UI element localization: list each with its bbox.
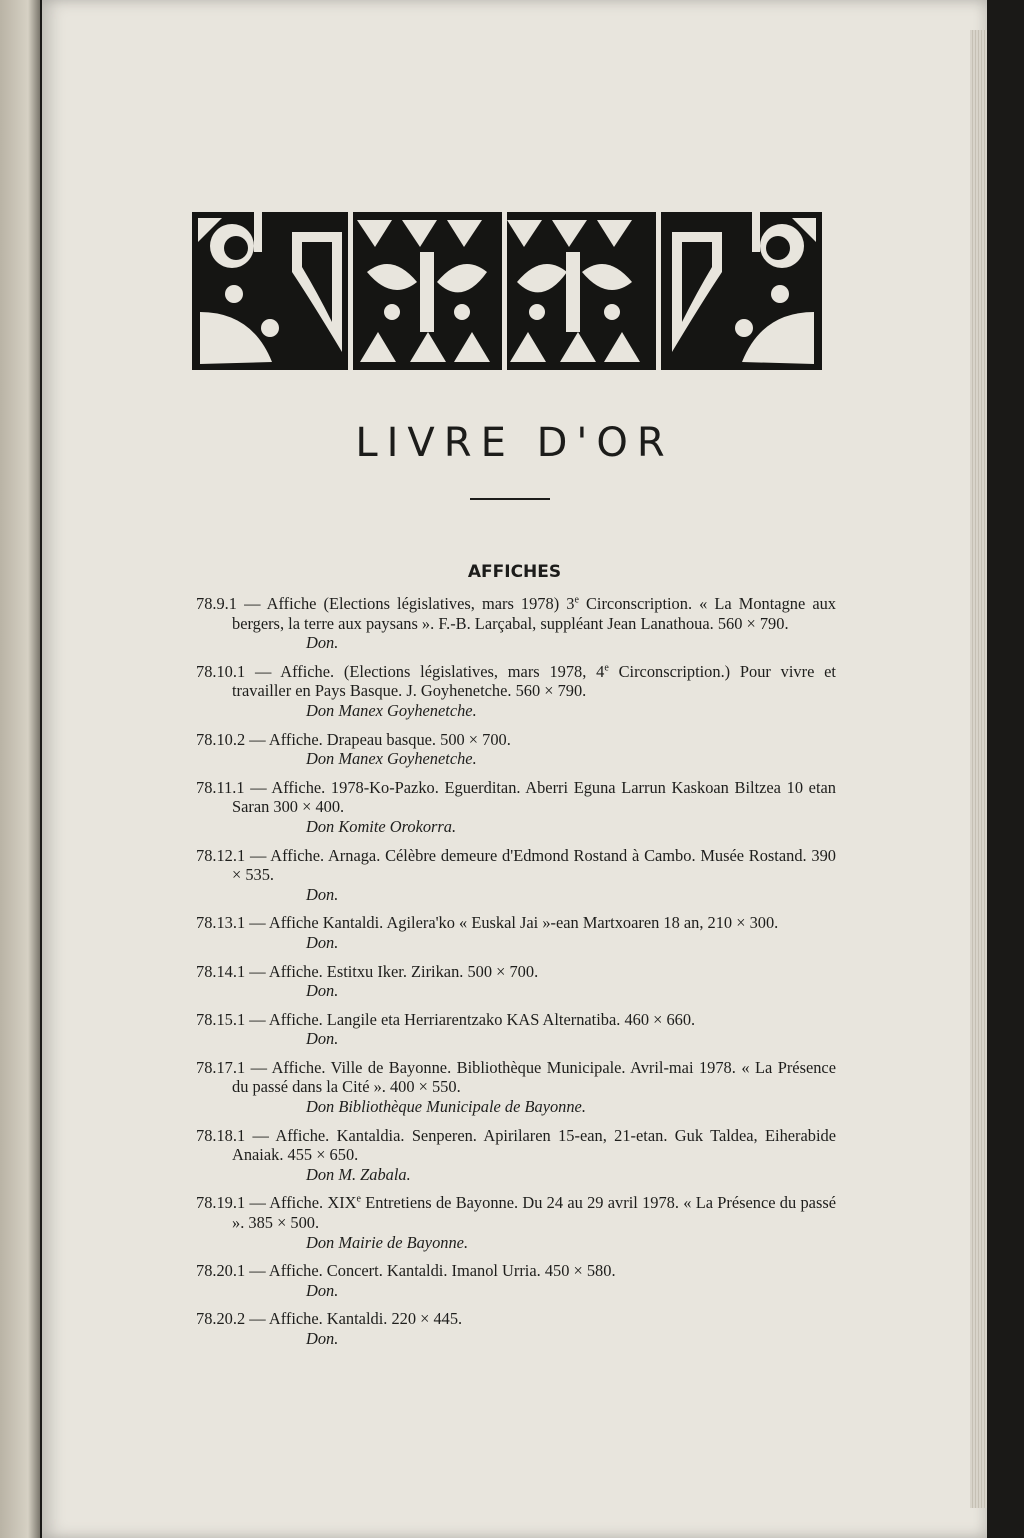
entry-number: 78.17.1 xyxy=(196,1057,246,1077)
entry-description xyxy=(232,846,836,885)
entry-donor: Don Bibliothèque Municipale de Bayonne. xyxy=(306,1097,586,1117)
entry-superscript: e xyxy=(356,1193,361,1205)
entry-donor: Don Manex Goyhenetche. xyxy=(306,700,477,720)
catalogue-entry xyxy=(196,913,836,952)
catalogue-entry xyxy=(196,1126,836,1185)
entry-donor: Don. xyxy=(306,633,339,653)
entry-text: Affiche (Elections législatives, mars 1978) 3 xyxy=(266,594,575,613)
entry-number: 78.19.1 xyxy=(196,1193,246,1213)
entry-description xyxy=(269,1010,695,1029)
entry-number: 78.10.2 xyxy=(196,729,246,749)
entry-text: Affiche. Drapeau basque. 500 × 700. xyxy=(268,729,511,749)
catalogue-entry xyxy=(196,1010,836,1049)
entry-separator: — xyxy=(245,1057,272,1077)
entry-separator: — xyxy=(245,661,281,681)
catalogue-entry xyxy=(196,594,836,653)
entry-separator: — xyxy=(245,1125,276,1145)
entry-number: 78.18.1 xyxy=(196,1125,246,1145)
catalogue-entry xyxy=(196,962,836,1001)
entry-description xyxy=(232,594,836,633)
entry-separator: — xyxy=(245,913,269,933)
entry-text-continued: Circonscription. « La Montagne aux bergers, la terre aux paysans ». F.-B. Larçabal, suppléant Jean Lanathoua. 560 × 790. xyxy=(232,594,836,633)
entry-donor: Don M. Zabala. xyxy=(306,1164,411,1184)
entry-text: Affiche. Kantaldi. 220 × 445. xyxy=(268,1309,463,1329)
title-divider xyxy=(470,498,550,500)
catalogue-entry xyxy=(196,730,836,769)
entry-number: 78.15.1 xyxy=(196,1009,246,1029)
entry-separator: — xyxy=(236,594,267,613)
page-stack-edge xyxy=(970,30,987,1508)
entry-description xyxy=(232,1126,836,1165)
entry-number: 78.12.1 xyxy=(196,845,246,865)
entry-description xyxy=(269,1309,462,1328)
entry-description xyxy=(269,1261,616,1280)
catalogue-entry xyxy=(196,846,836,905)
entry-donor: Don. xyxy=(306,1280,339,1300)
entry-text-continued: Circonscription.) Pour vivre et travailler en Pays Basque. J. Goyhenetche. 560 × 790. xyxy=(232,661,836,701)
entry-donor: Don. xyxy=(306,1029,339,1049)
entry-text: Affiche. 1978-Ko-Pazko. Eguerditan. Aberri Eguna Larrun Kaskoan Biltzea 10 etan Saran 300 × 400. xyxy=(232,777,836,817)
entry-separator: — xyxy=(245,1193,270,1213)
section-heading: AFFICHES xyxy=(467,562,562,582)
ornamental-frieze-icon xyxy=(192,212,822,370)
facing-page-edge xyxy=(0,0,40,1538)
entry-list xyxy=(196,594,836,1358)
entry-number: 78.10.1 xyxy=(196,661,246,681)
entry-text: Affiche. (Elections législatives, mars 1978, 4 xyxy=(280,661,605,681)
entry-description xyxy=(232,778,836,817)
entry-donor: Don Manex Goyhenetche. xyxy=(306,749,477,769)
entry-description xyxy=(232,662,836,701)
catalogue-entry xyxy=(196,662,836,721)
catalogue-entry xyxy=(196,1193,836,1252)
entry-number: 78.9.1 xyxy=(196,594,237,613)
entry-text: Affiche. XIX xyxy=(269,1193,357,1213)
entry-description xyxy=(232,1193,836,1232)
entry-number: 78.20.1 xyxy=(196,1261,246,1281)
entry-description xyxy=(269,962,538,981)
catalogue-entry xyxy=(196,778,836,837)
entry-donor: Don Mairie de Bayonne. xyxy=(306,1232,469,1252)
entry-text: Affiche. Kantaldia. Senperen. Apirilaren 15-ean, 21-etan. Guk Taldea, Eiherabide Anaiak. 455 × 650. xyxy=(232,1125,836,1165)
entry-superscript: e xyxy=(604,662,609,674)
entry-separator: — xyxy=(245,1009,269,1029)
catalogue-entry xyxy=(196,1058,836,1117)
entry-separator: — xyxy=(244,777,272,797)
catalogue-entry xyxy=(196,1309,836,1348)
entry-separator: — xyxy=(245,1309,269,1329)
entry-separator: — xyxy=(245,845,271,865)
entry-separator: — xyxy=(245,961,269,981)
entry-description xyxy=(232,1058,836,1097)
entry-text: Affiche. Estitxu Iker. Zirikan. 500 × 700. xyxy=(268,961,539,981)
entry-description xyxy=(269,730,511,749)
entry-separator: — xyxy=(245,729,269,749)
entry-donor: Don. xyxy=(306,981,339,1001)
entry-number: 78.13.1 xyxy=(196,913,246,933)
catalogue-entry xyxy=(196,1261,836,1300)
page-title: LIVRE D'OR xyxy=(355,420,674,466)
entry-donor: Don. xyxy=(306,884,339,904)
entry-text: Affiche. Ville de Bayonne. Bibliothèque Municipale. Avril-mai 1978. « La Présence du passé dans la Cité ». 400 × 550. xyxy=(232,1057,836,1097)
entry-description xyxy=(269,913,778,932)
entry-text: Affiche Kantaldi. Agilera'ko « Euskal Jai »-ean Martxoaren 18 an, 210 × 300. xyxy=(268,913,779,933)
entry-number: 78.11.1 xyxy=(196,777,245,797)
entry-text: Affiche. Concert. Kantaldi. Imanol Urria. 450 × 580. xyxy=(268,1261,616,1281)
entry-text: Affiche. Arnaga. Célèbre demeure d'Edmond Rostand à Cambo. Musée Rostand. 390 × 535. xyxy=(232,845,836,885)
entry-text: Affiche. Langile eta Herriarentzako KAS Alternatiba. 460 × 660. xyxy=(268,1009,696,1029)
entry-donor: Don Komite Orokorra. xyxy=(306,816,457,836)
entry-donor: Don. xyxy=(306,932,339,952)
entry-number: 78.20.2 xyxy=(196,1309,246,1329)
entry-separator: — xyxy=(245,1261,269,1281)
entry-donor: Don. xyxy=(306,1329,339,1348)
entry-number: 78.14.1 xyxy=(196,961,246,981)
entry-superscript: e xyxy=(574,594,579,606)
entry-text-continued: Entretiens de Bayonne. Du 24 au 29 avril 1978. « La Présence du passé ». 385 × 500. xyxy=(232,1193,836,1233)
